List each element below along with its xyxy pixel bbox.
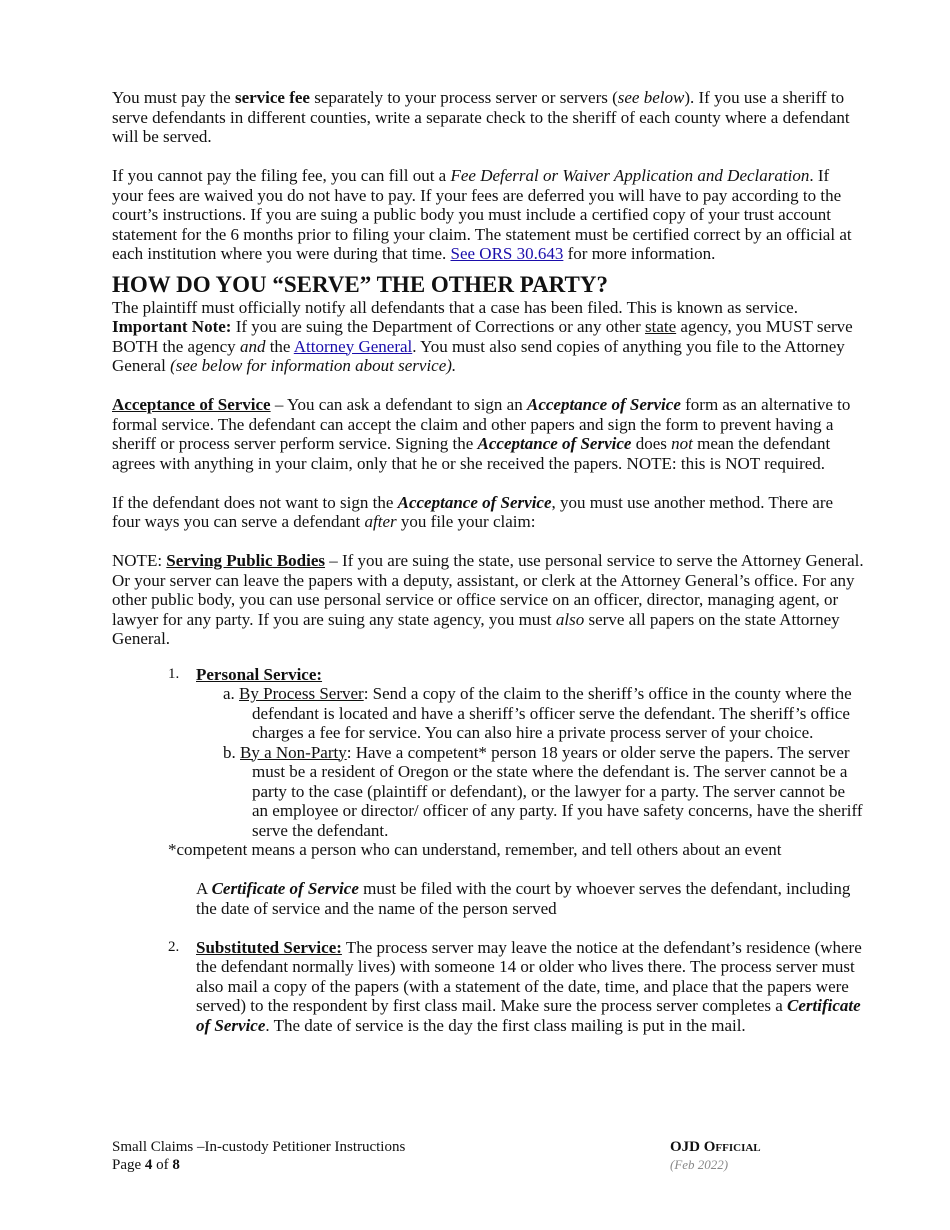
service-fee-paragraph: You must pay the service fee separately to your process server or servers (see below). If you use a sheriff to serve defendants in different counties, write a separate check to the sheriff of each county where a defendant will be served. <box>112 88 850 146</box>
other-method-paragraph: If the defendant does not want to sign the Acceptance of Service, you must use another method. There are four ways you can serve a defendant after you file your claim: <box>112 492 834 531</box>
footnote: *competent means a person who can understand, remember, and tell others about an event <box>168 840 782 859</box>
list-item-personal-service: 1. Personal Service: <box>168 664 323 684</box>
section-heading: HOW DO YOU “SERVE” THE OTHER PARTY? <box>112 271 608 297</box>
revision-date: (Feb 2022) <box>670 1157 729 1172</box>
sub-item-process-server: a. By Process Server: Send a copy of the claim to the sheriff’s office in the county where the defendant is located and have a sheriff’s officer serve the defendant. The sheriff’s office charges a fee for service. You can also hire a private process server of your choice. <box>223 684 852 742</box>
list-item-substituted-service: 2. Substituted Service: The process server may leave the notice at the defendant’s residence (where the defendant normally lives) with someone 14 or older who lives there. The process server must also mail a copy of the papers (with a statement of the date, time, and place that the papers were served) to the respondent by first class mail. Make sure the process server completes a Certificate of Service. The date of service is the day the first class mailing is put in the mail. <box>168 937 862 1035</box>
footer-left <box>112 1138 405 1174</box>
attorney-general-link[interactable]: Attorney General <box>293 336 413 356</box>
fee-waiver-paragraph: If you cannot pay the filing fee, you can fill out a Fee Deferral or Waiver Application and Declaration. If your fees are waived you do not have to pay. If your fees are deferred you will have to pay according to the court’s instructions. If you are suing a public body you must include a certified copy of your trust account statement for the 6 months prior to filing your claim. The statement must be certified correct by an official at each institution where you were during that time. See ORS 30.643 for more information. <box>112 166 852 263</box>
acceptance-paragraph: Acceptance of Service – You can ask a defendant to sign an Acceptance of Service form as an alternative to formal service. The defendant can accept the claim and other papers and sign the form to prevent having a sheriff or process server perform service. Signing the Acceptance of Service does not mean the defendant agrees with anything in your claim, only that he or she received the papers. NOTE: this is NOT required. <box>112 395 851 473</box>
page-number: Page 4 of 8 <box>112 1157 180 1173</box>
document-title: Small Claims –In-custody Petitioner Instructions <box>112 1139 406 1155</box>
sub-item-non-party: b. By a Non-Party: Have a competent* person 18 years or older serve the papers. The server must be a resident of Oregon or the state where the defendant is. The server cannot be a party to the case (plaintiff or defendant), or the lawyer for a party. The server cannot be an employee or director/ officer of any party. If you have safety concerns, have the sheriff serve the defendant. <box>223 742 863 840</box>
certificate-note: A Certificate of Service must be filed with the court by whoever serves the defendant, including the date of service and the name of the person served <box>196 879 851 918</box>
public-bodies-paragraph: NOTE: Serving Public Bodies – If you are suing the state, use personal service to serve the Attorney General. Or your server can leave the papers with a deputy, assistant, or clerk at the Attorney General’s office. For any other public body, you can use personal service or office service on an officer, director, managing agent, or lawyer for any party. If you are suing any state agency, you must also serve all papers on the state Attorney General. <box>112 551 864 648</box>
service-intro-paragraph: The plaintiff must officially notify all defendants that a case has been filed. This is known as service. Important Note: If you are suing the Department of Corrections or any other state agency, you MUST serve BOTH the agency and the Attorney General. You must also send copies of anything you file to the Attorney General (see below for information about service). <box>112 297 853 375</box>
ors-link[interactable]: See ORS 30.643 <box>450 244 564 263</box>
ojd-official-label: OJD Official <box>670 1139 761 1155</box>
footer-right <box>670 1138 761 1174</box>
document-page <box>112 88 864 1035</box>
